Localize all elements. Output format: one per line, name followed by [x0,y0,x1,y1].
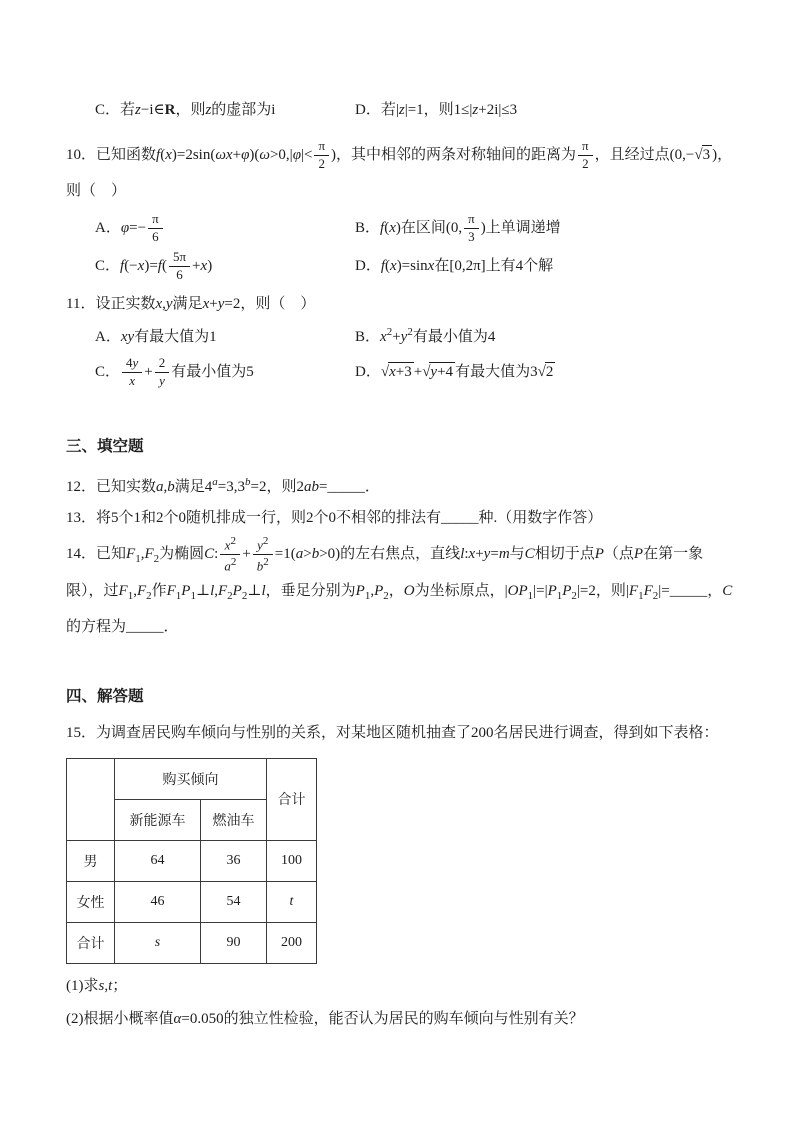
question13: 13．将5个1和2个0随机排成一行，则2个0不相邻的排法有_____种.（用数字作答） [66,510,603,526]
row-label-total: 合计 [67,922,115,963]
option-9d: D．若|z|=1，则1≤|z+2i|≤3 [355,102,518,118]
question12: 12．已知实数a,b满足$4^a=3,3^b=2$，则2ab=_____． [66,475,380,495]
cell-male-total: 100 [267,840,317,881]
question15-part2: (2)根据小概率值α=0.050的独立性检验，能否认为居民的购车倾向与性别有关？ [66,1011,584,1028]
cell-female-nev: 46 [115,881,201,922]
question14: 14．已知$F_1,F_2$为椭圆C: $\frac{x^2}{a^2}$ + $\frac{y^2}{b^2}$ =1(a>b>0)的左右焦点，直线l:x+y=m与C相切于点P（点P在第一象限），过$F_1,F_2$作$F_1P_1\perp l,F_2P_2\perp l$，垂足分别为$P_1,P_2$，O为坐标原点，$|OP_1|=|P_1P_2|=2$，则$|F_1F_2|=\_\_\_\_\_$，C的方程为_____． [66,534,733,635]
option-10d: D．f(x)=sinx在[0,2π]上有4个解 [355,258,554,274]
table-corner-cell [67,758,115,840]
table-subheader-nev: 新能源车 [115,799,201,840]
survey-table [66,758,317,964]
section-title-answer: 四、解答题 [66,688,144,706]
question11-options-row-2 [66,353,736,391]
cell-total-fuel: 90 [201,922,267,963]
cell-total-nev: s [115,922,201,963]
table-subheader-fuel: 燃油车 [201,799,267,840]
option-10a: A．φ=− $\frac{\pi}{6}$ [66,209,355,247]
question15-part1: (1)求s,t； [66,977,128,994]
question15-stem: 15．为调查居民购车倾向与性别的关系，对某地区随机抽查了200名居民进行调查，得到如下表格： [66,725,719,742]
section-title-fill-in: 三、填空题 [66,438,144,456]
cell-female-fuel: 54 [201,881,267,922]
table-row-total [67,922,317,963]
row-label-male: 男 [67,840,115,881]
table-header-purchase-intent: 购买倾向 [115,758,267,799]
option-11c: C． $\frac{4y}{x}$ + $\frac{2}{y}$ 有最小值为5 [95,355,254,389]
cell-total-total: 200 [267,922,317,963]
question11-stem: 11．设正实数x,y满足x+y=2，则（ ） [66,296,316,313]
cell-male-fuel: 36 [201,840,267,881]
option-11d: D．√x+3 +√y+4 有最大值为3√2 [355,364,554,380]
question10-stem: 10．已知函数f(x)=2sin(ωx+φ)(ω>0,|φ|< $\frac{\pi}{2}$ )，其中相邻的两条对称轴间的距离为 $\frac{\pi}{2}$ ，且经过点(0,−√3 )，则（ ） [66,138,733,199]
option-11a: A．xy有最大值为1 [95,328,217,345]
option-11b: B．$x^2+y^2$有最小值为4 [355,325,496,345]
option-10b: B．f(x)在区间(0, $\frac{\pi}{3}$ )上单调递增 [355,210,561,244]
cell-male-nev: 64 [115,840,201,881]
question10-options-row-2 [66,247,736,285]
table-header-total: 合计 [267,758,317,840]
question9-options-row [66,94,736,126]
table-row-female [67,881,317,922]
question11-options-row-1 [66,321,736,353]
question10-options-row-1 [66,209,736,247]
cell-female-total: t [267,881,317,922]
option-10c: C．f(−x)=f( $\frac{5\pi}{6}$ +x) [95,249,213,283]
option-9c: C．若z−i∈R，则z的虚部为i [95,102,276,118]
table-row-male [67,840,317,881]
table-header-row-1 [67,758,317,799]
row-label-female: 女性 [67,881,115,922]
